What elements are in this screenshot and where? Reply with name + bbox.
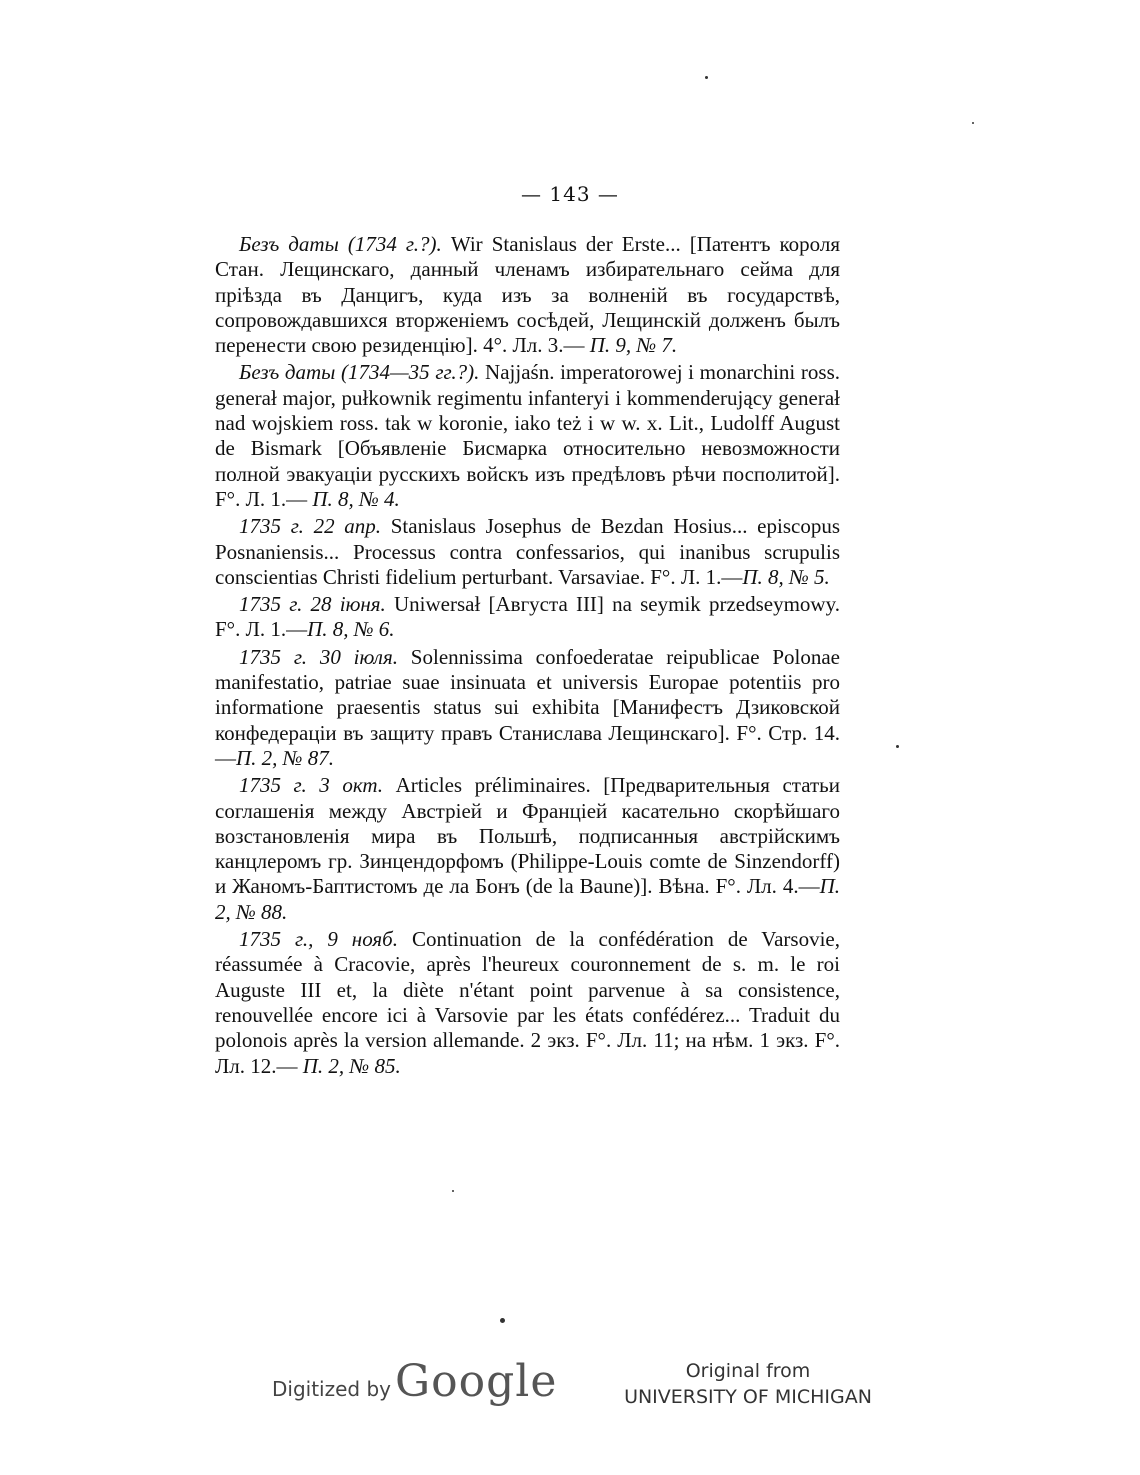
catalog-entry	[215, 645, 840, 771]
digitized-label: Digitized by	[272, 1377, 391, 1401]
catalog-entry	[215, 927, 840, 1079]
entry-text: Najjaśn. imperatorowej i monarchini ross. generał major, pułkownik regimentu infanteryi i kommenderujący generał nad wojskiem ross. tak w koronie, iako też i w w. x. Lit., Ludolff August de Bismark [Объявленiе Бисмарка относительно невозможности полной эвакуацiи русскихъ войскъ изъ предѣловъ рѣчи посполитой]. F°. Л. 1.—	[215, 360, 840, 511]
university-label: UNIVERSITY OF MICHIGAN	[624, 1386, 872, 1408]
catalog-entry	[215, 592, 840, 643]
entry-date: 1735 г., 9 нояб.	[239, 927, 398, 952]
catalog-entry	[215, 232, 840, 358]
entry-text: Continuation de la confédération de Varsovie, réassumée à Cracovie, après l'heureux couronnement de s. m. le roi Auguste III et, la diète n'étant point parvenue à sa consistence, renouvellée encore ici à Varsovie par les états confédérez... Traduit du polonois après la version allemande. 2 экз. F°. Лл. 11; на нѣм. 1 экз. F°. Лл. 12.—	[215, 927, 840, 1078]
scan-speck	[500, 1318, 505, 1323]
google-logo: Google	[395, 1356, 558, 1407]
entry-reference: П. 9, № 7.	[589, 333, 678, 358]
entry-reference: П. 8, № 4.	[312, 486, 400, 511]
entry-reference: П. 2, № 87.	[236, 745, 334, 770]
entry-text: Articles préliminaires. [Предварительныя статьи соглашенiя между Австрiей и Францiей касательно скорѣйшаго возстановленiя мира въ Польшѣ, подписанныя австрiйскимъ канцлеромъ гр. Зинцендорфомъ (Philippe-Louis comte de Sinzendorff) и Жаномъ-Баптистомъ де ла Бонъ (de la Baune)]. Вѣна. F°. Лл. 4.—	[215, 773, 840, 899]
entry-text: Solennissima confoederatae reipublicae Polonae manifestatio, patriae suae insinuata et universis Europae potentiis pro informatione praesentis status sui exhibita [Манифестъ Дзиковской конфедерацiи въ защиту правъ Станислава Лещинскаго]. F°. Стр. 14.—	[215, 644, 841, 770]
catalog-entry	[215, 773, 840, 925]
entry-text: Wir Stanislaus der Erste... [Патентъ короля Стан. Лещинскаго, данный членамъ избирательнаго сейма для прiѣзда въ Данцигъ, куда изъ за волненiй въ государствѣ, сопровождавшихся вторженiемъ сосѣдей, Лещинскiй долженъ былъ перенести свою резиденцiю]. 4°. Лл. 3.—	[215, 232, 840, 358]
entry-text: Stanislaus Josephus de Bezdan Hosius... episcopus Posnaniensis... Processus contra confessarios, qui inanibus scrupulis conscientias Christi fidelium perturbant. Varsaviae. F°. Л. 1.—	[215, 514, 840, 589]
entry-date: 1735 г. 3 окт.	[239, 773, 384, 798]
page-number: — 143 —	[521, 182, 619, 206]
entry-date: Безъ даты (1734—35 гг.?).	[239, 360, 480, 385]
entry-date: 1735 г. 22 апр.	[239, 514, 382, 539]
scan-speck	[452, 1190, 454, 1192]
entry-date: 1735 г. 28 iюня.	[239, 592, 386, 617]
entry-date: Безъ даты (1734 г.?).	[239, 232, 442, 256]
original-from-label: Original from	[685, 1360, 811, 1382]
entry-reference: П. 8, № 5.	[742, 564, 830, 589]
entry-reference: П. 8, № 6.	[307, 617, 395, 642]
scan-speck	[896, 745, 899, 748]
source-attribution	[618, 1358, 878, 1410]
entry-reference: П. 2, № 88.	[215, 874, 840, 924]
catalog-entry	[215, 360, 840, 512]
entry-date: 1735 г. 30 iюля.	[239, 644, 398, 669]
scan-speck	[972, 122, 974, 124]
digitized-by-google	[272, 1356, 557, 1416]
catalog-entries	[215, 232, 840, 1081]
entry-reference: П. 2, № 85.	[302, 1053, 401, 1078]
scan-speck	[705, 76, 708, 79]
entry-text: Uniwersał [Августа III] na seymik przedseymowy. F°. Л. 1.—	[215, 592, 840, 642]
catalog-entry	[215, 514, 840, 590]
